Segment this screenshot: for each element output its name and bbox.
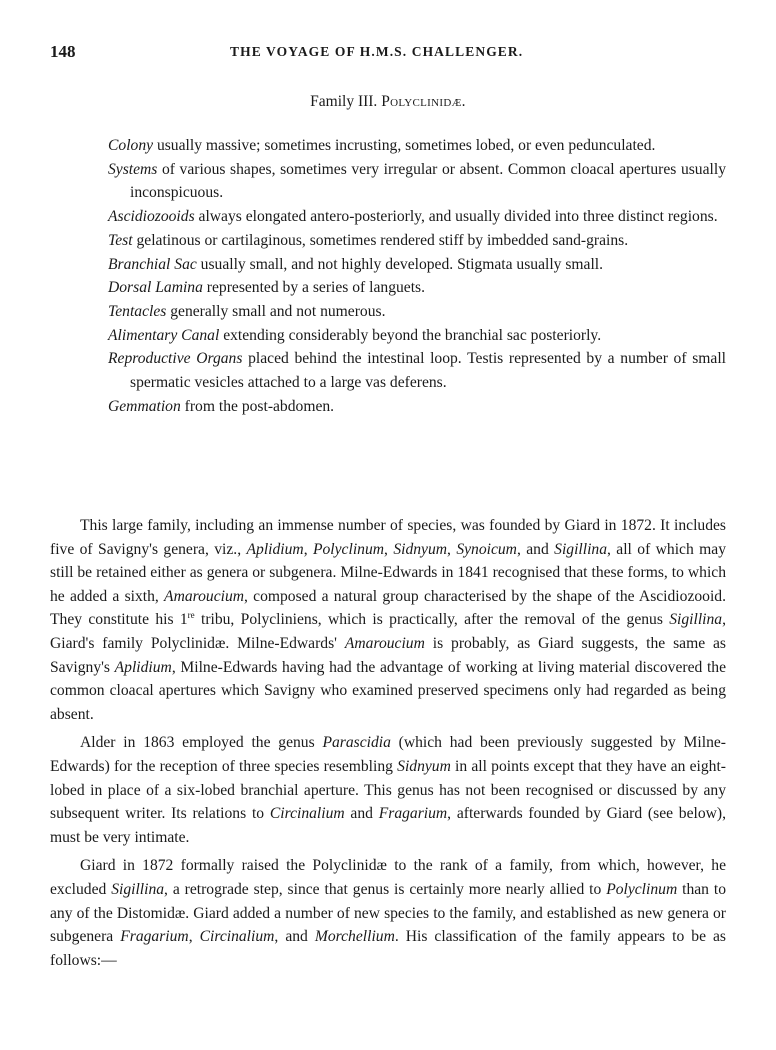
family-characters-list [108, 134, 726, 418]
character-item: Systems of various shapes, sometimes very irregular or absent. Common cloacal apertures usually inconspicuous. [108, 160, 726, 202]
character-item: Tentacles generally small and not numerous. [108, 302, 386, 320]
family-heading [0, 93, 776, 111]
character-item: Ascidiozooids always elongated antero-posteriorly, and usually divided into three distinct regions. [108, 208, 718, 226]
family-heading-prefix: Family III. [310, 93, 382, 110]
character-item: Alimentary Canal extending considerably beyond the branchial sac posteriorly. [108, 326, 602, 344]
running-title: THE VOYAGE OF H.M.S. CHALLENGER. [230, 44, 524, 59]
character-item: Colony usually massive; sometimes incrusting, sometimes lobed, or even pedunculated. [108, 137, 656, 154]
paragraph-giard-classification: Giard in 1872 formally raised the Polyclinidæ to the rank of a family, from which, however, he excluded Sigillina, a retrograde step, since that genus is certainly more nearly allied to Polyclinum than to any of the Distomidæ. Giard added a number of new species to the family, and established as new genera or subgenera Fragarium, Circinalium, and Morchellium. His classification of the family appears to be as follows:— [50, 857, 727, 969]
character-item: Branchial Sac usually small, and not highly developed. Stigmata usually small. [108, 255, 604, 273]
family-heading-name: Polyclinidæ. [381, 93, 466, 110]
body-text [50, 514, 726, 977]
character-item: Test gelatinous or cartilaginous, sometimes rendered stiff by imbedded sand-grains. [108, 231, 629, 249]
page-number: 148 [50, 42, 76, 61]
paragraph-family-history: This large family, including an immense number of species, was founded by Giard in 1872. It includes five of Savigny's genera, viz., Aplidium, Polyclinum, Sidnyum, Synoicum, and Sigillina, all of which may still be retained either as genera or subgenera. Milne-Edwards in 1841 recognised that these forms, to which he added a sixth, Amaroucium, composed a natural group characterised by the shape of the Ascidiozooid. They constitute his 1re tribu, Polycliniens, which is practically, after the removal of the genus Sigillina, Giard's family Polyclinidæ. Milne-Edwards' Amaroucium is probably, as Giard suggests, the same as Savigny's Aplidium, Milne-Edwards having had the advantage of working at living material discovered the common cloacal apertures which Savigny who examined preserved specimens only had regarded as being absent. [50, 517, 727, 723]
character-item: Dorsal Lamina represented by a series of languets. [108, 279, 426, 297]
character-item: Gemmation from the post-abdomen. [108, 397, 335, 415]
page-header [50, 42, 740, 68]
paragraph-alder: Alder in 1863 employed the genus Parascidia (which had been previously suggested by Milne-Edwards) for the reception of three species resembling Sidnyum in all points except that they have an eight-lobed in place of a six-lobed branchial aperture. This genus has not been recognised or discussed by any subsequent writer. Its relations to Circinalium and Fragarium, afterwards founded by Giard (see below), must be very intimate. [50, 734, 727, 846]
character-item: Reproductive Organs placed behind the intestinal loop. Testis represented by a number of small spermatic vesicles attached to a large vas deferens. [108, 350, 726, 392]
